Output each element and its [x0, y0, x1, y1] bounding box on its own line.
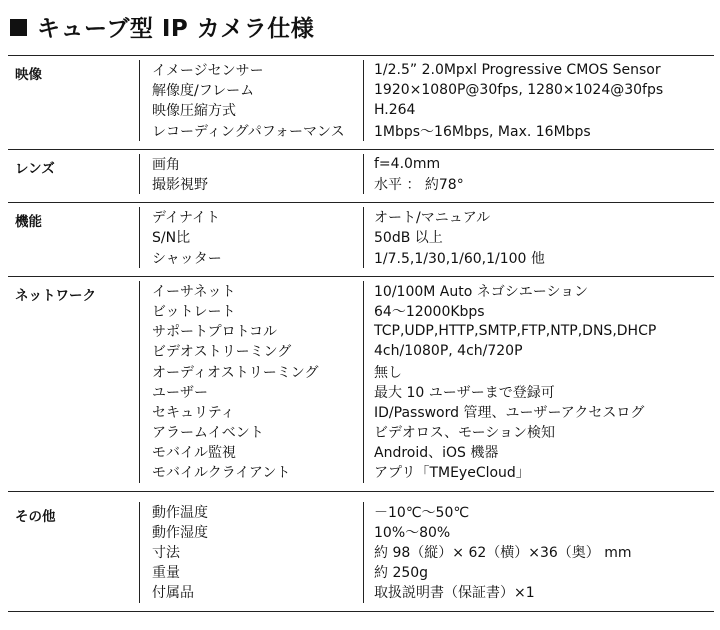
spec-key: 解像度/フレーム	[140, 80, 364, 100]
spec-value: f=4.0mm	[374, 155, 441, 172]
spec-value: 1/7.5,1/30,1/60,1/100 他	[374, 250, 545, 267]
spec-key: オーディオストリーミング	[140, 361, 364, 381]
page-title: キューブ型 IP カメラ仕様	[37, 15, 315, 42]
spec-value: H.264	[374, 102, 416, 119]
spec-row	[140, 281, 714, 301]
spec-value: －10℃～50℃	[374, 504, 470, 521]
spec-key: イメージセンサー	[140, 60, 364, 80]
spec-value: 10/100M Auto ネゴシエーション	[374, 283, 589, 300]
spec-value: Android、iOS 機器	[374, 445, 499, 462]
spec-section	[8, 55, 714, 149]
spec-row	[140, 522, 714, 542]
spec-value: ビデオロス、モーション検知	[374, 425, 556, 442]
spec-key: ビデオストリーミング	[140, 341, 364, 361]
spec-row	[140, 174, 714, 194]
spec-value: 取扱説明書（保証書）×1	[374, 585, 535, 602]
title-square-icon	[10, 19, 27, 36]
spec-value: 1/2.5” 2.0Mpxl Progressive CMOS Sensor	[374, 62, 661, 79]
spec-row	[140, 60, 714, 80]
spec-row	[140, 301, 714, 321]
spec-value: 水平 ： 約78°	[374, 177, 464, 194]
spec-key: デイナイト	[140, 207, 364, 227]
spec-key: 撮影視野	[140, 174, 364, 194]
section-rows	[140, 60, 714, 141]
spec-row	[140, 582, 714, 602]
spec-row	[140, 321, 714, 341]
spec-section	[8, 202, 714, 276]
section-rows	[140, 502, 714, 603]
spec-row	[140, 361, 714, 381]
spec-key: 寸法	[140, 542, 364, 562]
spec-key: ビットレート	[140, 301, 364, 321]
section-category: その他	[8, 502, 140, 603]
spec-section	[8, 491, 714, 612]
spec-value: TCP,UDP,HTTP,SMTP,FTP,NTP,DNS,DHCP	[374, 323, 657, 340]
spec-key: 映像圧縮方式	[140, 100, 364, 120]
spec-key: レコーディングパフォーマンス	[140, 121, 364, 141]
spec-row	[140, 382, 714, 402]
spec-section	[8, 149, 714, 202]
spec-key: シャッター	[140, 248, 364, 268]
spec-value: ID/Password 管理、ユーザーアクセスログ	[374, 404, 645, 421]
spec-section	[8, 276, 714, 491]
spec-row	[140, 207, 714, 227]
spec-key: ユーザー	[140, 382, 364, 402]
spec-key: 動作温度	[140, 502, 364, 522]
spec-key: セキュリティ	[140, 402, 364, 422]
section-rows	[140, 154, 714, 194]
spec-row	[140, 542, 714, 562]
spec-row	[140, 562, 714, 582]
spec-row	[140, 341, 714, 361]
spec-row	[140, 462, 714, 482]
spec-row	[140, 502, 714, 522]
spec-value: 64～12000Kbps	[374, 303, 485, 320]
section-rows	[140, 207, 714, 268]
spec-value: 1920×1080P@30fps, 1280×1024@30fps	[374, 82, 664, 99]
spec-value: 約 98（縦）× 62（横）×36（奥） mm	[374, 545, 632, 562]
section-category: 映像	[8, 60, 140, 141]
section-rows	[140, 281, 714, 483]
spec-row	[140, 442, 714, 462]
spec-row	[140, 248, 714, 268]
spec-row	[140, 154, 714, 174]
section-category: レンズ	[8, 154, 140, 194]
spec-row	[140, 422, 714, 442]
spec-key: 付属品	[140, 582, 364, 602]
spec-value: 最大 10 ユーザーまで登録可	[374, 384, 555, 401]
spec-row	[140, 121, 714, 141]
spec-value: 50dB 以上	[374, 230, 443, 247]
spec-row	[140, 227, 714, 247]
spec-key: モバイルクライアント	[140, 462, 364, 482]
section-category: ネットワーク	[8, 281, 140, 483]
spec-row	[140, 100, 714, 120]
spec-row	[140, 80, 714, 100]
spec-value: オート/マニュアル	[374, 210, 491, 227]
spec-key: 画角	[140, 154, 364, 174]
spec-row	[140, 402, 714, 422]
spec-key: アラームイベント	[140, 422, 364, 442]
spec-value: アプリ「TMEyeCloud」	[374, 465, 530, 482]
spec-key: 動作湿度	[140, 522, 364, 542]
spec-value: 4ch/1080P, 4ch/720P	[374, 343, 523, 360]
spec-key: 重量	[140, 562, 364, 582]
spec-key: S/N比	[140, 227, 364, 247]
spec-key: モバイル監視	[140, 442, 364, 462]
spec-key: サポートプロトコル	[140, 321, 364, 341]
spec-value: 10%～80%	[374, 524, 451, 541]
page-title-block	[10, 6, 314, 46]
section-category: 機能	[8, 207, 140, 268]
spec-value: 無し	[374, 364, 402, 381]
spec-table	[8, 55, 714, 612]
spec-value: 1Mbps～16Mbps, Max. 16Mbps	[374, 123, 591, 140]
spec-value: 約 250g	[374, 565, 429, 582]
spec-key: イーサネット	[140, 281, 364, 301]
